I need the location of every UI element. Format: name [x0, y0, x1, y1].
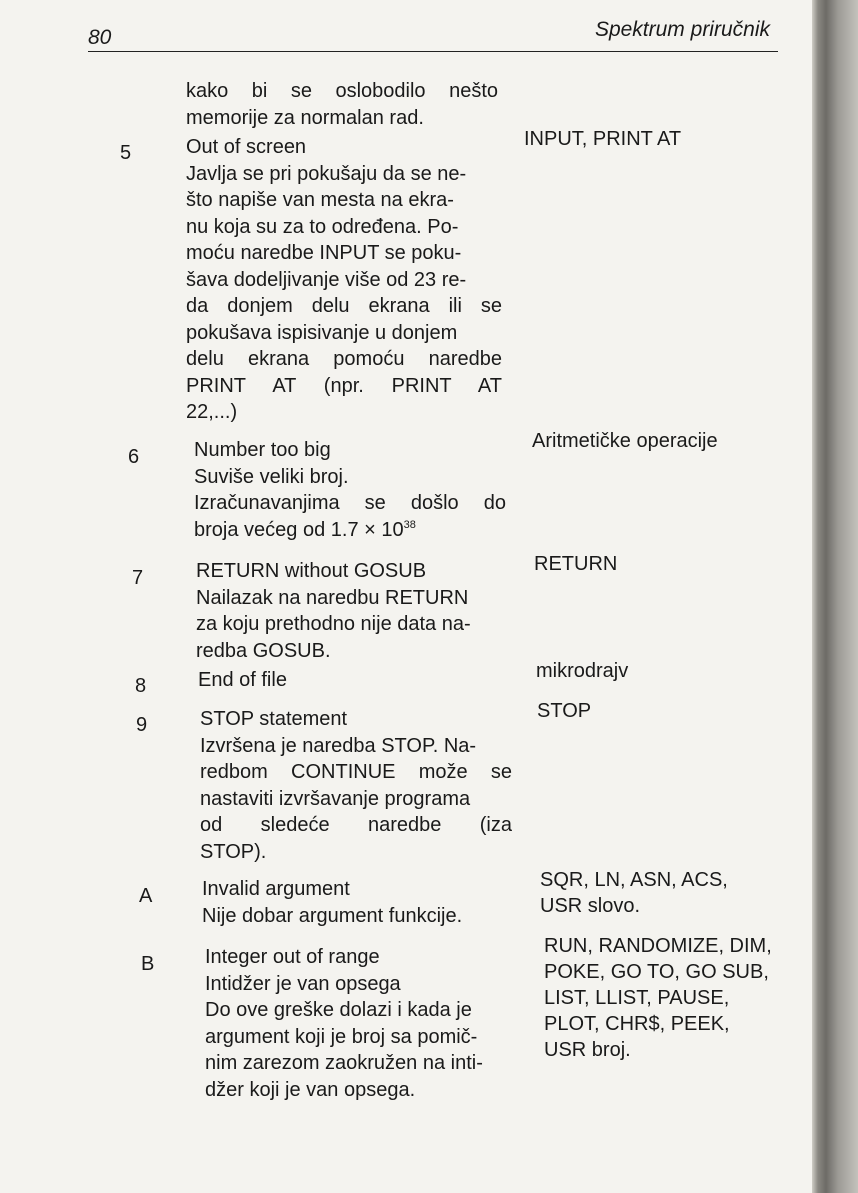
error-title: Integer out of range — [205, 946, 380, 968]
continuation-line: memorije za normalan rad. — [186, 106, 424, 129]
description-line: delu ekrana pomoću naredbe — [186, 348, 502, 370]
cause-line: INPUT, PRINT AT — [524, 128, 682, 150]
cause-column — [540, 867, 728, 919]
error-code: 7 — [132, 567, 144, 589]
description-line: nu koja su za to određena. Po- — [186, 215, 459, 238]
cause-column — [537, 698, 591, 724]
description-line: od sledeće naredbe (iza — [200, 814, 512, 836]
error-title: Number too big — [194, 439, 331, 461]
page-binding-edge — [812, 0, 858, 1193]
description-line: redbom CONTINUE može se — [200, 761, 512, 783]
cause-column — [524, 126, 681, 152]
cause-line: RETURN — [534, 553, 618, 575]
cause-line: RUN, RANDOMIZE, DIM, — [544, 935, 772, 957]
error-title: STOP statement — [200, 708, 348, 730]
error-code: 8 — [135, 675, 147, 697]
description-line: Do ove greške dolazi i kada je — [205, 999, 472, 1021]
description-line: Izračunavanjima se došlo do — [194, 492, 506, 514]
description-line: Intidžer je van opsega — [205, 972, 401, 995]
error-title: RETURN without GOSUB — [196, 560, 427, 582]
cause-line: SQR, LN, ASN, ACS, — [540, 869, 728, 891]
description-line: pokušava ispisivanje u donjem — [186, 321, 458, 344]
description-line: moću naredbe INPUT se poku- — [186, 242, 462, 264]
error-description — [194, 437, 506, 543]
error-description — [196, 558, 508, 664]
error-code: 9 — [136, 714, 148, 736]
error-description — [186, 134, 502, 426]
error-description — [205, 944, 521, 1103]
description-line: šava dodeljivanje više od 23 re- — [186, 268, 467, 291]
cause-line: USR broj. — [544, 1039, 631, 1061]
description-line: 22,...) — [186, 401, 238, 423]
error-code: A — [139, 885, 153, 907]
page-header-title: Spektrum priručnik — [594, 18, 770, 41]
error-code: B — [141, 953, 155, 975]
description-line: Javlja se pri pokušaju da se ne- — [186, 162, 467, 185]
cause-line: Aritmetičke operacije — [532, 430, 718, 452]
page-number: 80 — [88, 26, 112, 49]
description-line: za koju prethodno nije data na- — [196, 613, 471, 635]
error-description — [200, 706, 512, 865]
error-description — [202, 876, 514, 929]
cause-column — [544, 933, 772, 1063]
description-line: Suviše veliki broj. — [194, 465, 349, 488]
continuation-line: kako bi se oslobodilo nešto — [186, 80, 498, 102]
cause-line: USR slovo. — [540, 895, 641, 917]
description-line: Izvršena je naredba STOP. Na- — [200, 734, 477, 757]
error-code: 5 — [120, 142, 132, 164]
error-title: Out of screen — [186, 136, 307, 158]
error-code: 6 — [128, 446, 140, 468]
description-line: što napiše van mesta na ekra- — [186, 189, 454, 211]
description-line-text: broja većeg od 1.7 × 10 — [194, 518, 404, 541]
description-line: Nailazak na naredbu RETURN — [196, 586, 469, 609]
error-title: Invalid argument — [202, 878, 350, 900]
description-line: PRINT AT (npr. PRINT AT — [186, 374, 502, 397]
cause-line: STOP — [537, 700, 592, 722]
cause-column — [532, 428, 718, 454]
description-line: nim zarezom zaokružen na inti- — [205, 1052, 483, 1074]
cause-line: mikrodrajv — [536, 660, 629, 682]
description-line: STOP). — [200, 840, 267, 863]
description-line: nastaviti izvršavanje programa — [200, 787, 471, 810]
description-line: redba GOSUB. — [196, 639, 331, 662]
description-line: da donjem delu ekrana ili se — [186, 295, 502, 317]
description-line: Nije dobar argument funkcije. — [202, 904, 463, 927]
cause-line: POKE, GO TO, GO SUB, — [544, 961, 769, 983]
continuation-text — [186, 78, 498, 131]
header-rule — [88, 51, 778, 52]
cause-column — [534, 551, 617, 577]
cause-line: PLOT, CHR$, PEEK, — [544, 1013, 730, 1035]
error-description — [198, 667, 510, 694]
error-title: End of file — [198, 669, 287, 691]
cause-line: LIST, LLIST, PAUSE, — [544, 987, 730, 1009]
description-line — [194, 517, 506, 544]
description-line: džer koji je van opsega. — [205, 1078, 416, 1101]
exponent: 38 — [403, 518, 416, 531]
cause-column — [536, 658, 628, 684]
description-line: argument koji je broj sa pomič- — [205, 1025, 478, 1048]
